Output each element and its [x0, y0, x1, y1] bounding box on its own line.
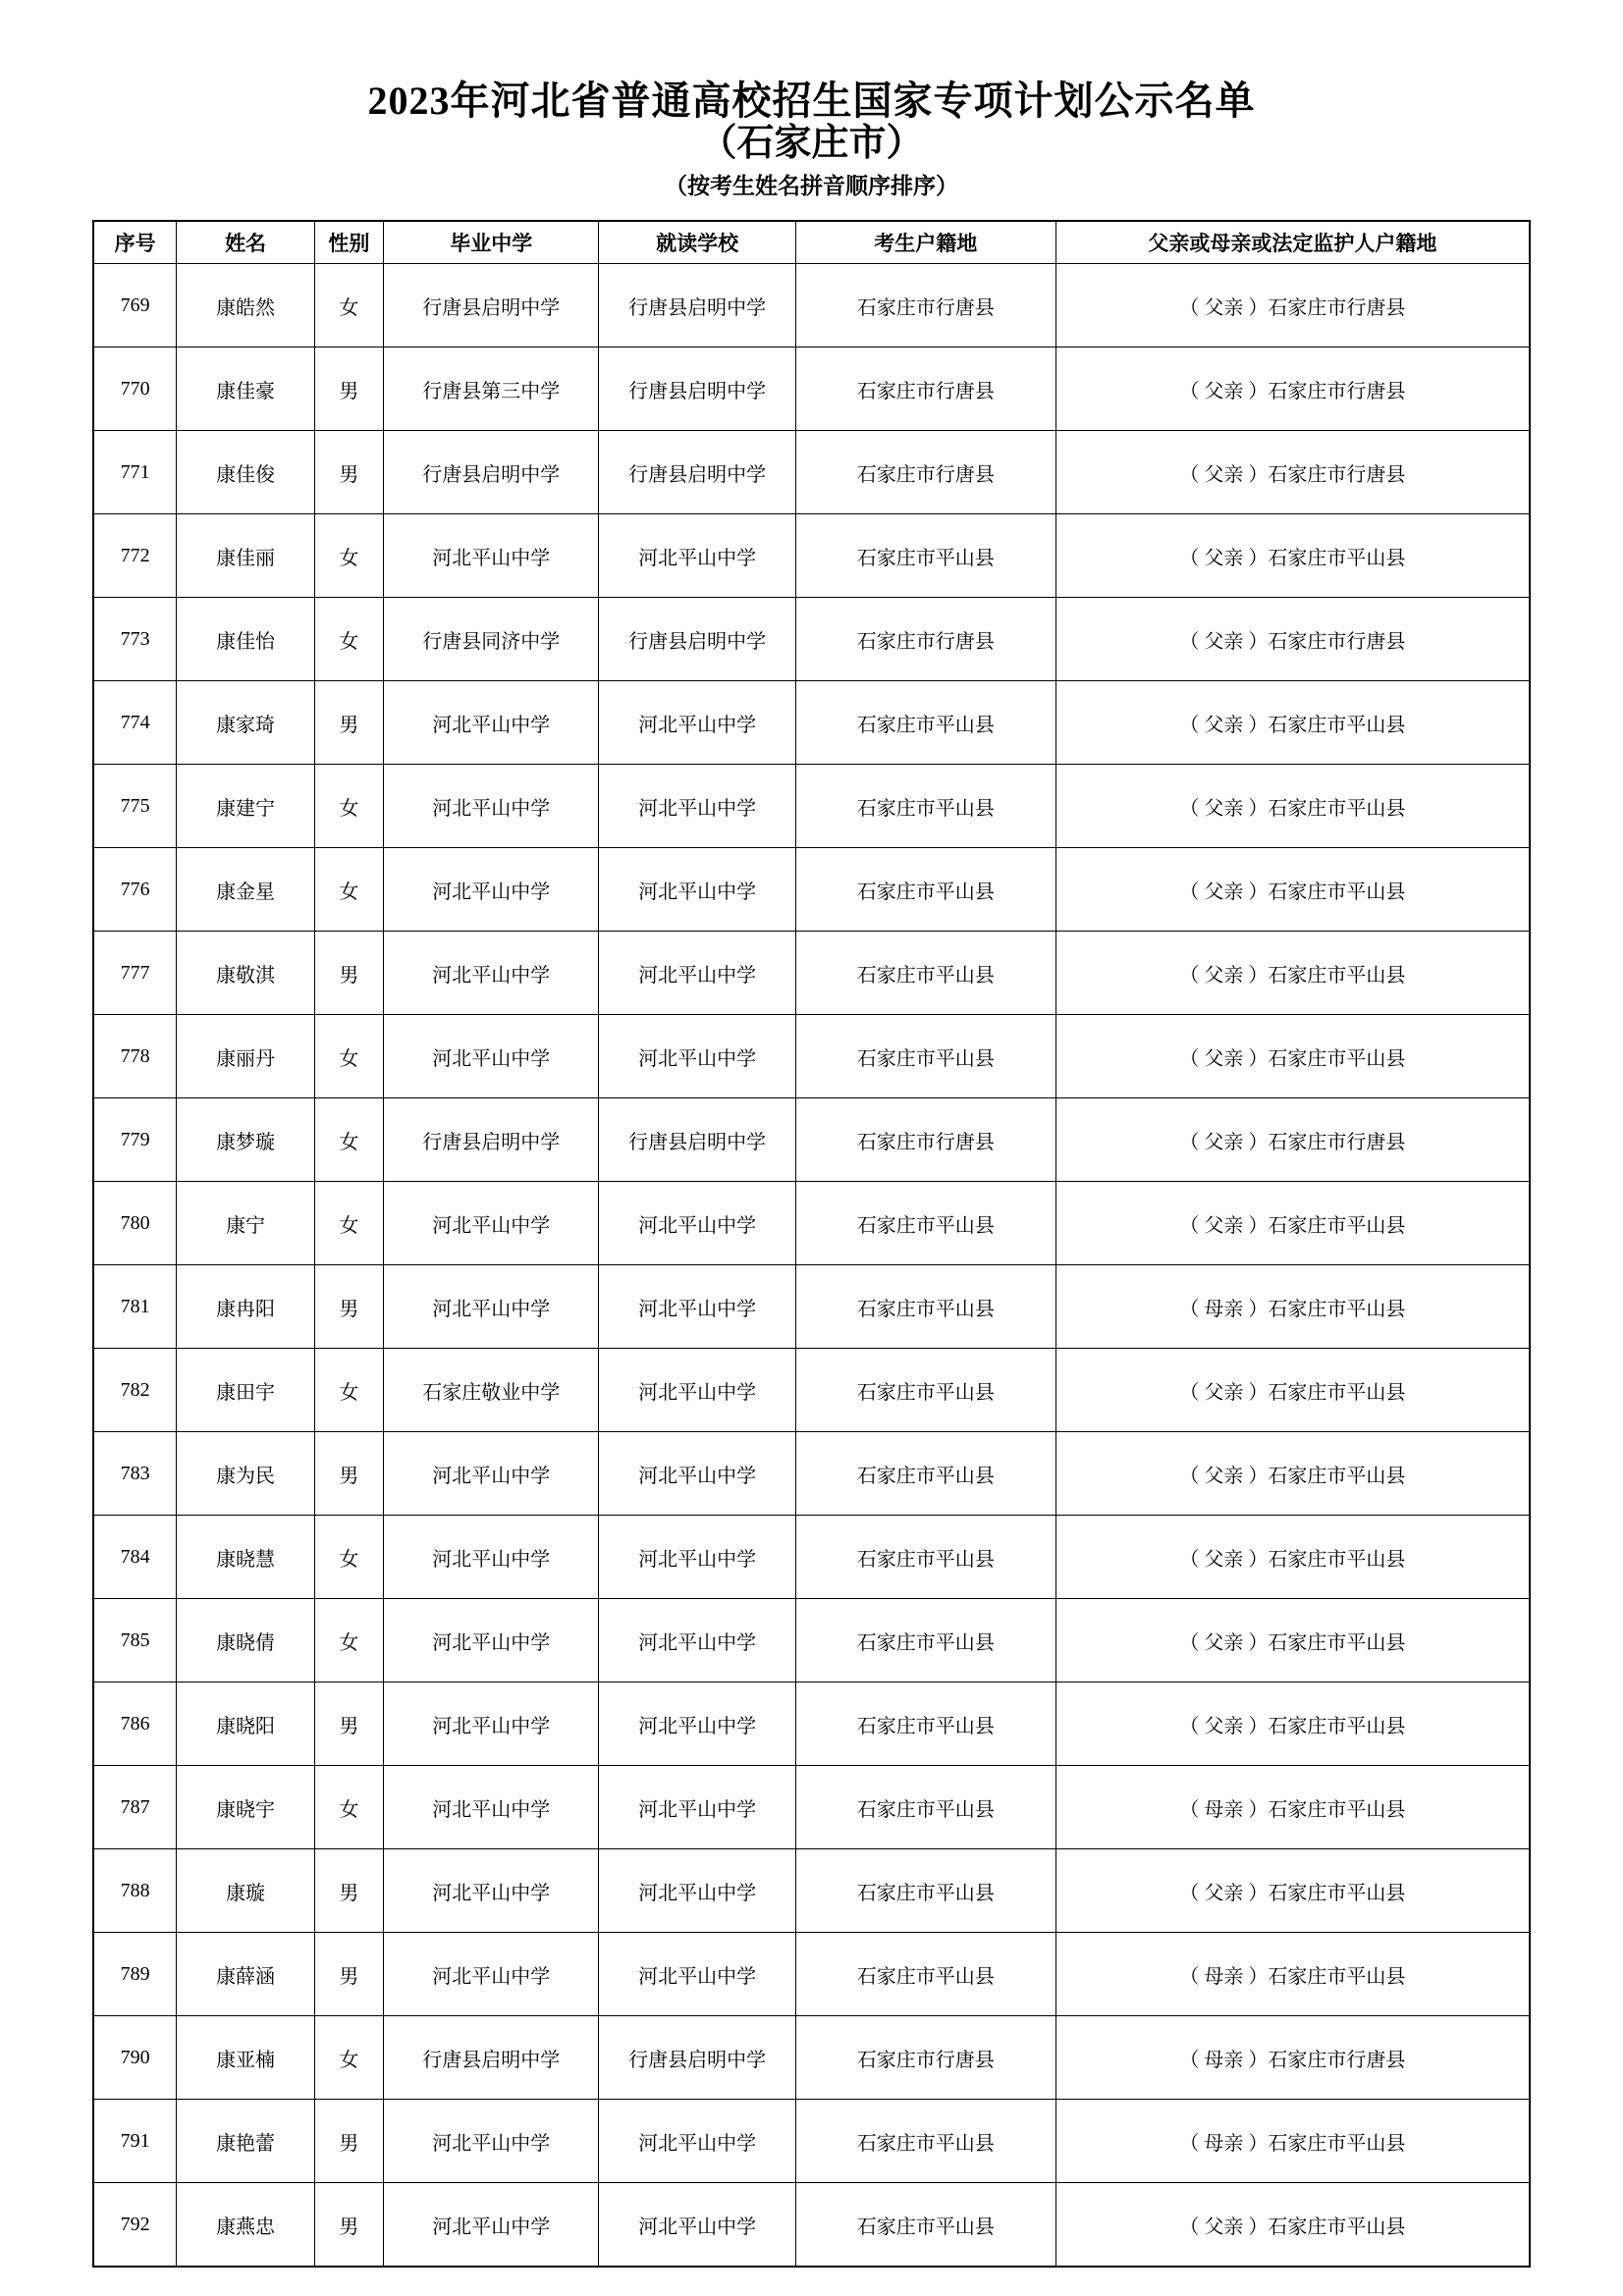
table-cell: （ 父亲 ）石家庄市行唐县 [1055, 431, 1530, 514]
table-cell: 康薛涵 [177, 1933, 314, 2016]
table-cell: 康宁 [177, 1182, 314, 1265]
table-row [93, 347, 1530, 431]
table-cell: 康艳蕾 [177, 2100, 314, 2183]
table-cell: 河北平山中学 [384, 1432, 599, 1516]
table-row [93, 1599, 1530, 1682]
table-cell: 行唐县启明中学 [599, 264, 795, 347]
column-header: 父亲或母亲或法定监护人户籍地 [1055, 221, 1530, 264]
table-cell: （ 父亲 ）石家庄市平山县 [1055, 1182, 1530, 1265]
table-cell: 男 [314, 932, 383, 1015]
table-cell: 石家庄市行唐县 [795, 431, 1055, 514]
table-header-row [93, 221, 1530, 264]
table-row [93, 2016, 1530, 2100]
table-cell: 784 [93, 1516, 177, 1599]
table-cell: 石家庄市平山县 [795, 1349, 1055, 1432]
table-cell: 康梦璇 [177, 1098, 314, 1182]
table-row [93, 431, 1530, 514]
table-cell: 河北平山中学 [599, 1182, 795, 1265]
table-cell: （ 父亲 ）石家庄市平山县 [1055, 932, 1530, 1015]
table-cell: （ 父亲 ）石家庄市行唐县 [1055, 598, 1530, 681]
table-cell: 石家庄市平山县 [795, 681, 1055, 765]
table-cell: 男 [314, 2183, 383, 2267]
table-cell: 河北平山中学 [599, 1599, 795, 1682]
table-cell: 河北平山中学 [599, 514, 795, 598]
table-cell: 石家庄市平山县 [795, 2183, 1055, 2267]
table-cell: 行唐县启明中学 [384, 2016, 599, 2100]
table-cell: 行唐县启明中学 [599, 431, 795, 514]
table-cell: 河北平山中学 [599, 1849, 795, 1933]
table-cell: 石家庄敬业中学 [384, 1349, 599, 1432]
table-cell: 康晓阳 [177, 1682, 314, 1766]
table-cell: 康佳丽 [177, 514, 314, 598]
table-cell: 康皓然 [177, 264, 314, 347]
table-cell: （ 父亲 ）石家庄市平山县 [1055, 1599, 1530, 1682]
table-cell: 778 [93, 1015, 177, 1098]
table-cell: 河北平山中学 [384, 1182, 599, 1265]
table-row [93, 1098, 1530, 1182]
table-cell: 河北平山中学 [384, 2183, 599, 2267]
table-cell: 康冉阳 [177, 1265, 314, 1349]
table-cell: 石家庄市行唐县 [795, 2016, 1055, 2100]
table-cell: 河北平山中学 [384, 1516, 599, 1599]
table-cell: 河北平山中学 [384, 1015, 599, 1098]
column-header: 性别 [314, 221, 383, 264]
table-cell: （ 父亲 ）石家庄市平山县 [1055, 1849, 1530, 1933]
table-cell: （ 父亲 ）石家庄市平山县 [1055, 1349, 1530, 1432]
table-row [93, 264, 1530, 347]
table-cell: 河北平山中学 [384, 932, 599, 1015]
table-row [93, 765, 1530, 848]
table-cell: 男 [314, 2100, 383, 2183]
table-cell: 河北平山中学 [384, 1849, 599, 1933]
table-cell: 河北平山中学 [599, 681, 795, 765]
table-cell: 河北平山中学 [599, 1265, 795, 1349]
table-cell: 769 [93, 264, 177, 347]
table-cell: 康敬淇 [177, 932, 314, 1015]
table-cell: 河北平山中学 [599, 1349, 795, 1432]
table-cell: 男 [314, 1432, 383, 1516]
table-cell: 河北平山中学 [599, 1933, 795, 2016]
table-cell: 行唐县启明中学 [384, 431, 599, 514]
table-cell: 771 [93, 431, 177, 514]
table-cell: 康建宁 [177, 765, 314, 848]
table-row [93, 932, 1530, 1015]
table-cell: 女 [314, 2016, 383, 2100]
table-cell: 康晓倩 [177, 1599, 314, 1682]
table-row [93, 1265, 1530, 1349]
table-cell: 石家庄市行唐县 [795, 264, 1055, 347]
table-cell: 河北平山中学 [384, 1933, 599, 2016]
column-header: 就读学校 [599, 221, 795, 264]
table-cell: 河北平山中学 [384, 2100, 599, 2183]
table-cell: 河北平山中学 [599, 932, 795, 1015]
table-row [93, 1516, 1530, 1599]
table-cell: 康晓宇 [177, 1766, 314, 1849]
table-cell: 791 [93, 2100, 177, 2183]
table-row [93, 1849, 1530, 1933]
table-cell: 男 [314, 1849, 383, 1933]
table-cell: 行唐县启明中学 [384, 264, 599, 347]
table-cell: 男 [314, 1682, 383, 1766]
table-cell: 河北平山中学 [599, 2100, 795, 2183]
table-cell: 石家庄市行唐县 [795, 1098, 1055, 1182]
table-cell: 河北平山中学 [384, 514, 599, 598]
column-header: 毕业中学 [384, 221, 599, 264]
table-cell: 女 [314, 1516, 383, 1599]
table-cell: 789 [93, 1933, 177, 2016]
table-cell: 康璇 [177, 1849, 314, 1933]
table-cell: 男 [314, 1265, 383, 1349]
table-cell: 行唐县启明中学 [599, 347, 795, 431]
table-cell: 河北平山中学 [384, 681, 599, 765]
table-cell: 777 [93, 932, 177, 1015]
table-body [93, 264, 1530, 2267]
document-subtitle: （石家庄市） [699, 123, 924, 164]
table-cell: 787 [93, 1766, 177, 1849]
table-cell: 石家庄市平山县 [795, 1599, 1055, 1682]
table-cell: （ 父亲 ）石家庄市平山县 [1055, 1516, 1530, 1599]
table-cell: （ 母亲 ）石家庄市平山县 [1055, 1766, 1530, 1849]
table-cell: 石家庄市行唐县 [795, 598, 1055, 681]
table-cell: 行唐县第三中学 [384, 347, 599, 431]
table-cell: 河北平山中学 [599, 1516, 795, 1599]
table-cell: 石家庄市平山县 [795, 1682, 1055, 1766]
table-cell: 石家庄市行唐县 [795, 347, 1055, 431]
table-cell: 康家琦 [177, 681, 314, 765]
table-cell: 781 [93, 1265, 177, 1349]
table-cell: （ 母亲 ）石家庄市平山县 [1055, 1933, 1530, 2016]
table-cell: 785 [93, 1599, 177, 1682]
table-cell: 康亚楠 [177, 2016, 314, 2100]
table-cell: 石家庄市平山县 [795, 1432, 1055, 1516]
table-cell: 康燕忠 [177, 2183, 314, 2267]
table-cell: 康佳俊 [177, 431, 314, 514]
table-cell: 女 [314, 1098, 383, 1182]
table-row [93, 1182, 1530, 1265]
table-cell: 792 [93, 2183, 177, 2267]
table-cell: 石家庄市平山县 [795, 848, 1055, 932]
table-cell: 男 [314, 431, 383, 514]
table-cell: 男 [314, 1933, 383, 2016]
table-cell: 774 [93, 681, 177, 765]
table-cell: 河北平山中学 [599, 848, 795, 932]
document-title: 2023年河北省普通高校招生国家专项计划公示名单 [367, 79, 1256, 123]
table-cell: （ 父亲 ）石家庄市平山县 [1055, 765, 1530, 848]
table-row [93, 514, 1530, 598]
table-cell: 女 [314, 514, 383, 598]
table-cell: 河北平山中学 [384, 848, 599, 932]
table-cell: 783 [93, 1432, 177, 1516]
table-cell: （ 父亲 ）石家庄市平山县 [1055, 681, 1530, 765]
table-cell: 河北平山中学 [384, 765, 599, 848]
table-row [93, 1015, 1530, 1098]
table-cell: 行唐县同济中学 [384, 598, 599, 681]
table-cell: 女 [314, 598, 383, 681]
table-cell: 行唐县启明中学 [599, 1098, 795, 1182]
column-header: 姓名 [177, 221, 314, 264]
table-cell: 康金星 [177, 848, 314, 932]
table-cell: 康佳怡 [177, 598, 314, 681]
table-row [93, 2183, 1530, 2267]
table-cell: 石家庄市平山县 [795, 1182, 1055, 1265]
table-cell: 女 [314, 765, 383, 848]
table-cell: 河北平山中学 [384, 1599, 599, 1682]
table-cell: （ 父亲 ）石家庄市平山县 [1055, 1015, 1530, 1098]
table-cell: （ 母亲 ）石家庄市平山县 [1055, 2100, 1530, 2183]
table-cell: 779 [93, 1098, 177, 1182]
table-cell: 康晓慧 [177, 1516, 314, 1599]
table-cell: 782 [93, 1349, 177, 1432]
table-cell: （ 父亲 ）石家庄市行唐县 [1055, 1098, 1530, 1182]
table-cell: 行唐县启明中学 [599, 2016, 795, 2100]
table-cell: 河北平山中学 [599, 2183, 795, 2267]
table-cell: 康丽丹 [177, 1015, 314, 1098]
table-cell: 石家庄市平山县 [795, 1516, 1055, 1599]
table-cell: 石家庄市平山县 [795, 1933, 1055, 2016]
table-cell: 772 [93, 514, 177, 598]
table-cell: 男 [314, 347, 383, 431]
table-row [93, 1682, 1530, 1766]
table-row [93, 1432, 1530, 1516]
table-cell: 石家庄市平山县 [795, 932, 1055, 1015]
table-cell: 女 [314, 848, 383, 932]
table-cell: （ 父亲 ）石家庄市平山县 [1055, 1682, 1530, 1766]
table-cell: 河北平山中学 [384, 1265, 599, 1349]
sort-order-note: （按考生姓名拼音顺序排序） [665, 173, 958, 198]
table-cell: 石家庄市平山县 [795, 1849, 1055, 1933]
table-cell: （ 母亲 ）石家庄市平山县 [1055, 1265, 1530, 1349]
table-cell: （ 父亲 ）石家庄市平山县 [1055, 1432, 1530, 1516]
table-row [93, 848, 1530, 932]
table-cell: 河北平山中学 [599, 1432, 795, 1516]
table-cell: 775 [93, 765, 177, 848]
table-cell: 河北平山中学 [599, 765, 795, 848]
table-cell: 780 [93, 1182, 177, 1265]
table-cell: 773 [93, 598, 177, 681]
table-row [93, 1933, 1530, 2016]
column-header: 考生户籍地 [795, 221, 1055, 264]
table-cell: （ 父亲 ）石家庄市行唐县 [1055, 347, 1530, 431]
table-row [93, 1766, 1530, 1849]
table-cell: 康为民 [177, 1432, 314, 1516]
table-cell: 女 [314, 1015, 383, 1098]
table-row [93, 598, 1530, 681]
table-cell: 女 [314, 1599, 383, 1682]
table-cell: 河北平山中学 [599, 1682, 795, 1766]
table-cell: 石家庄市平山县 [795, 1015, 1055, 1098]
table-cell: 河北平山中学 [384, 1682, 599, 1766]
table-cell: （ 父亲 ）石家庄市平山县 [1055, 514, 1530, 598]
table-cell: 男 [314, 681, 383, 765]
table-cell: 770 [93, 347, 177, 431]
roster-table [92, 220, 1531, 2268]
table-cell: 776 [93, 848, 177, 932]
table-row [93, 681, 1530, 765]
table-cell: 河北平山中学 [599, 1015, 795, 1098]
table-cell: 康佳豪 [177, 347, 314, 431]
table-cell: 河北平山中学 [599, 1766, 795, 1849]
table-cell: 石家庄市平山县 [795, 2100, 1055, 2183]
table-cell: 行唐县启明中学 [384, 1098, 599, 1182]
table-row [93, 1349, 1530, 1432]
table-cell: 河北平山中学 [384, 1766, 599, 1849]
table-cell: 石家庄市平山县 [795, 1766, 1055, 1849]
table-cell: 女 [314, 1182, 383, 1265]
table-cell: 康田宇 [177, 1349, 314, 1432]
table-cell: 788 [93, 1849, 177, 1933]
table-cell: （ 父亲 ）石家庄市平山县 [1055, 2183, 1530, 2267]
table-cell: 石家庄市平山县 [795, 765, 1055, 848]
table-cell: 石家庄市平山县 [795, 514, 1055, 598]
table-cell: （ 父亲 ）石家庄市行唐县 [1055, 264, 1530, 347]
table-cell: 786 [93, 1682, 177, 1766]
table-cell: 行唐县启明中学 [599, 598, 795, 681]
table-cell: 石家庄市平山县 [795, 1265, 1055, 1349]
table-row [93, 2100, 1530, 2183]
table-cell: 790 [93, 2016, 177, 2100]
table-cell: （ 父亲 ）石家庄市平山县 [1055, 848, 1530, 932]
column-header: 序号 [93, 221, 177, 264]
table-cell: （ 母亲 ）石家庄市行唐县 [1055, 2016, 1530, 2100]
table-cell: 女 [314, 264, 383, 347]
table-cell: 女 [314, 1349, 383, 1432]
table-cell: 女 [314, 1766, 383, 1849]
